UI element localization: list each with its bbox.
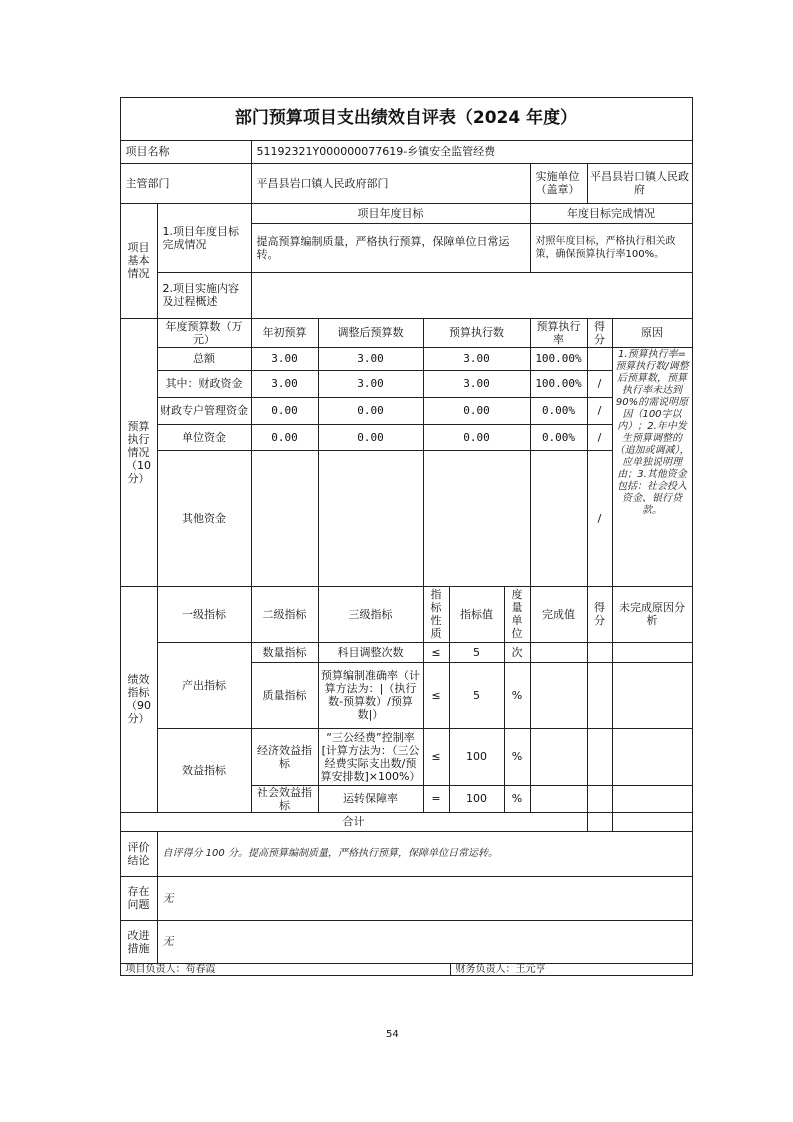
improve: 无 [157, 920, 693, 964]
conclusion-label: 评价结论 [120, 831, 158, 877]
impl-unit: 平昌县岩口镇人民政府 [587, 163, 693, 204]
form-title: 部门预算项目支出绩效自评表（2024 年度） [120, 97, 693, 141]
perf-unit: % [504, 728, 531, 786]
budget-score [587, 347, 613, 371]
item2-label: 2.项目实施内容及过程概述 [157, 272, 252, 319]
perf-unit: % [504, 785, 531, 813]
budget-rate [530, 450, 588, 587]
budget-initial: 0.00 [251, 397, 319, 425]
perf-level3: 运转保障率 [318, 785, 424, 813]
budget-rate: 0.00% [530, 397, 588, 425]
goal-header: 项目年度目标 [251, 203, 531, 224]
budget-initial: 3.00 [251, 370, 319, 398]
level1-benefit: 效益指标 [157, 728, 252, 813]
budget-row-label: 其中：财政资金 [157, 370, 252, 398]
perf-unit: % [504, 662, 531, 729]
level1-output: 产出指标 [157, 642, 252, 729]
perf-unit: 次 [504, 642, 531, 663]
total-reason [612, 812, 693, 832]
budget-reason: 1.预算执行率=预算执行数/调整后预算数，预算执行率未达到90%的需说明原因（100字以内）；2.年中发生预算调整的（追加或调减），应单独说明理由；3.其他资金包括：社会投入资金、银行贷款。 [612, 347, 693, 587]
perf-header: 指标性质 [423, 586, 450, 643]
budget-score: / [587, 424, 613, 451]
budget-adjusted: 0.00 [318, 397, 424, 425]
budget-rate: 0.00% [530, 424, 588, 451]
perf-reason [612, 728, 693, 786]
budget-header: 得分 [587, 318, 613, 348]
budget-header: 原因 [612, 318, 693, 348]
budget-executed: 3.00 [423, 370, 531, 398]
budget-rate: 100.00% [530, 347, 588, 371]
page-number: 54 [386, 1029, 399, 1040]
budget-header: 年度预算数（万元） [157, 318, 252, 348]
perf-header: 完成值 [530, 586, 588, 643]
perf-completed [530, 662, 588, 729]
budget-row-label: 其他资金 [157, 450, 252, 587]
perf-header: 一级指标 [157, 586, 252, 643]
dept-label: 主管部门 [120, 163, 252, 204]
project-name-label: 项目名称 [120, 140, 252, 164]
perf-score [587, 642, 613, 663]
perf-level2: 质量指标 [251, 662, 319, 729]
budget-executed [423, 450, 531, 587]
budget-header: 年初预算 [251, 318, 319, 348]
budget-executed: 3.00 [423, 347, 531, 371]
perf-header: 指标值 [449, 586, 505, 643]
perf-level2: 数量指标 [251, 642, 319, 663]
budget-section-label: 预算执行情况（10分） [120, 318, 158, 587]
perf-completed [530, 728, 588, 786]
perf-nature: ≤ [423, 662, 450, 729]
basic-section-label: 项目基本情况 [120, 203, 158, 319]
perf-header: 得分 [587, 586, 613, 643]
perf-level3: “三公经费”控制率[计算方法为：（三公经费实际支出数/预算安排数]×100%） [318, 728, 424, 786]
budget-row-label: 单位资金 [157, 424, 252, 451]
perf-header: 度量单位 [504, 586, 531, 643]
completion-text: 对照年度目标，严格执行相关政策，确保预算执行率100%。 [530, 223, 693, 273]
perf-section-label: 绩效指标（90分） [120, 586, 158, 813]
budget-adjusted: 0.00 [318, 424, 424, 451]
total-label: 合计 [120, 812, 588, 832]
perf-nature: ≤ [423, 642, 450, 663]
project-name: 51192321Y000000077619-乡镇安全监管经费 [251, 140, 693, 164]
budget-score: / [587, 370, 613, 398]
perf-nature: = [423, 785, 450, 813]
item2-text [251, 272, 693, 319]
budget-executed: 0.00 [423, 424, 531, 451]
perf-header: 三级指标 [318, 586, 424, 643]
perf-nature: ≤ [423, 728, 450, 786]
issues: 无 [157, 876, 693, 921]
perf-reason [612, 642, 693, 663]
issues-label: 存在问题 [120, 876, 158, 921]
perf-completed [530, 642, 588, 663]
budget-header: 调整后预算数 [318, 318, 424, 348]
budget-row-label: 财政专户管理资金 [157, 397, 252, 425]
budget-score: / [587, 450, 613, 587]
budget-adjusted: 3.00 [318, 370, 424, 398]
perf-level3: 预算编制准确率（计算方法为：|（执行数-预算数）/预算数|） [318, 662, 424, 729]
perf-reason [612, 662, 693, 729]
perf-header: 未完成原因分析 [612, 586, 693, 643]
budget-adjusted [318, 450, 424, 587]
perf-completed [530, 785, 588, 813]
budget-adjusted: 3.00 [318, 347, 424, 371]
perf-value: 5 [449, 642, 505, 663]
budget-rate: 100.00% [530, 370, 588, 398]
conclusion: 自评得分 100 分。提高预算编制质量，严格执行预算，保障单位日常运转。 [157, 831, 693, 877]
budget-header: 预算执行数 [423, 318, 531, 348]
goal-text: 提高预算编制质量，严格执行预算，保障单位日常运转。 [251, 223, 531, 273]
finance-lead: 财务负责人：王元亨 [450, 963, 693, 976]
perf-score [587, 662, 613, 729]
perf-score [587, 728, 613, 786]
budget-initial [251, 450, 319, 587]
project-lead: 项目负责人：苟春霞 [120, 963, 451, 976]
budget-executed: 0.00 [423, 397, 531, 425]
total-score [587, 812, 613, 832]
perf-reason [612, 785, 693, 813]
budget-initial: 3.00 [251, 347, 319, 371]
budget-row-label: 总额 [157, 347, 252, 371]
improve-label: 改进措施 [120, 920, 158, 964]
completion-header: 年度目标完成情况 [530, 203, 693, 224]
budget-initial: 0.00 [251, 424, 319, 451]
item1-label: 1.项目年度目标完成情况 [157, 203, 252, 273]
perf-level2: 社会效益指标 [251, 785, 319, 813]
budget-header: 预算执行率 [530, 318, 588, 348]
dept: 平昌县岩口镇人民政府部门 [251, 163, 531, 204]
perf-value: 100 [449, 785, 505, 813]
budget-score: / [587, 397, 613, 425]
impl-unit-label: 实施单位（盖章） [530, 163, 588, 204]
perf-score [587, 785, 613, 813]
perf-value: 5 [449, 662, 505, 729]
perf-header: 二级指标 [251, 586, 319, 643]
perf-level2: 经济效益指标 [251, 728, 319, 786]
perf-level3: 科目调整次数 [318, 642, 424, 663]
perf-value: 100 [449, 728, 505, 786]
